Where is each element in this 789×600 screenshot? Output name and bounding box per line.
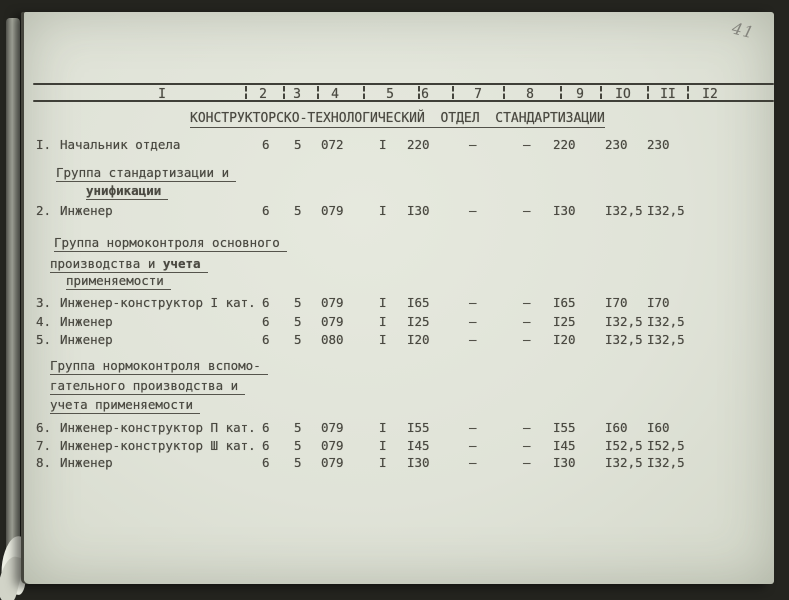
group-heading-text: гательного производства и bbox=[50, 378, 239, 393]
table-cell: 220 bbox=[553, 137, 576, 152]
table-cell: 5 bbox=[294, 203, 302, 218]
table-cell: 6 bbox=[262, 332, 270, 347]
table-cell: I65 bbox=[407, 295, 430, 310]
table-row bbox=[24, 295, 774, 311]
row-number: 8. bbox=[36, 455, 52, 470]
table-cell: 6 bbox=[262, 438, 270, 453]
table-cell: 6 bbox=[262, 203, 270, 218]
table-cell: – bbox=[523, 295, 531, 310]
column-separator-tick bbox=[687, 86, 689, 99]
group-heading-text: производства и bbox=[50, 256, 163, 271]
group-heading bbox=[50, 378, 245, 395]
column-separator-tick bbox=[418, 86, 420, 99]
table-cell: I32,5 bbox=[647, 203, 685, 218]
row-number: 2. bbox=[36, 203, 52, 218]
table-cell: 079 bbox=[321, 203, 344, 218]
table-cell: I bbox=[379, 438, 387, 453]
table-cell: I bbox=[379, 420, 387, 435]
table-cell: – bbox=[523, 438, 531, 453]
group-heading bbox=[50, 397, 200, 414]
column-header: II bbox=[660, 87, 676, 102]
table-cell: I20 bbox=[553, 332, 576, 347]
table-cell: I45 bbox=[407, 438, 430, 453]
group-heading bbox=[50, 256, 208, 273]
table-cell: – bbox=[469, 314, 477, 329]
table-cell: I25 bbox=[407, 314, 430, 329]
table-cell: I60 bbox=[605, 420, 628, 435]
column-header: 2 bbox=[259, 87, 267, 102]
table-cell: 079 bbox=[321, 295, 344, 310]
table-cell: I60 bbox=[647, 420, 670, 435]
table-row bbox=[24, 420, 774, 436]
column-header: 6 bbox=[421, 87, 429, 102]
table-title: КОНСТРУКТОРСКО-ТЕХНОЛОГИЧЕСКИЙ ОТДЕЛ СТАНДАРТИЗАЦИИ bbox=[190, 111, 605, 126]
group-heading bbox=[50, 358, 268, 375]
table-cell: I52,5 bbox=[605, 438, 643, 453]
position-title: Инженер-конструктор I кат. bbox=[60, 295, 256, 310]
table-cell: I bbox=[379, 295, 387, 310]
table-cell: – bbox=[523, 137, 531, 152]
table-cell: I32,5 bbox=[605, 203, 643, 218]
table-cell: – bbox=[523, 203, 531, 218]
column-separator-tick bbox=[600, 86, 602, 99]
table-cell: – bbox=[523, 332, 531, 347]
table-cell: 080 bbox=[321, 332, 344, 347]
column-separator-tick bbox=[283, 86, 285, 99]
column-separator-tick bbox=[503, 86, 505, 99]
column-header: 8 bbox=[526, 87, 534, 102]
handwritten-page-number: 41 bbox=[730, 18, 757, 43]
table-cell: – bbox=[469, 137, 477, 152]
table-cell: – bbox=[523, 420, 531, 435]
group-heading-text: Группа нормоконтроля основного bbox=[54, 235, 280, 250]
table-cell: 6 bbox=[262, 314, 270, 329]
table-cell: I30 bbox=[407, 203, 430, 218]
table-cell: – bbox=[469, 438, 477, 453]
table-cell: 5 bbox=[294, 314, 302, 329]
table-cell: I45 bbox=[553, 438, 576, 453]
table-cell: 230 bbox=[605, 137, 628, 152]
group-heading bbox=[86, 183, 168, 200]
table-cell: I52,5 bbox=[647, 438, 685, 453]
table-cell: 230 bbox=[647, 137, 670, 152]
table-cell: I30 bbox=[407, 455, 430, 470]
table-cell: I32,5 bbox=[605, 332, 643, 347]
table-cell: 6 bbox=[262, 420, 270, 435]
table-cell: 220 bbox=[407, 137, 430, 152]
table-row bbox=[24, 203, 774, 219]
table-row bbox=[24, 438, 774, 454]
row-number: I. bbox=[36, 137, 52, 152]
table-cell: I bbox=[379, 332, 387, 347]
group-heading-text: применяемости bbox=[66, 273, 164, 288]
table-cell: 5 bbox=[294, 420, 302, 435]
table-cell: I32,5 bbox=[647, 314, 685, 329]
position-title: Инженер bbox=[60, 455, 113, 470]
table-row bbox=[24, 314, 774, 330]
table-cell: I70 bbox=[647, 295, 670, 310]
group-heading-text: Группа стандартизации и bbox=[56, 165, 230, 180]
column-header: I2 bbox=[702, 87, 718, 102]
table-cell: – bbox=[469, 295, 477, 310]
group-heading bbox=[56, 165, 236, 182]
column-separator-tick bbox=[560, 86, 562, 99]
column-header: 5 bbox=[386, 87, 394, 102]
table-row bbox=[24, 455, 774, 471]
table-cell: 5 bbox=[294, 438, 302, 453]
table-cell: I32,5 bbox=[605, 314, 643, 329]
table-cell: – bbox=[469, 420, 477, 435]
row-number: 4. bbox=[36, 314, 52, 329]
position-title: Инженер bbox=[60, 314, 113, 329]
table-cell: I bbox=[379, 137, 387, 152]
table-cell: I32,5 bbox=[605, 455, 643, 470]
table-row bbox=[24, 332, 774, 348]
book-page-edge bbox=[6, 18, 20, 574]
table-cell: – bbox=[523, 455, 531, 470]
column-header: 4 bbox=[331, 87, 339, 102]
position-title: Инженер-конструктор П кат. bbox=[60, 420, 256, 435]
table-cell: 6 bbox=[262, 455, 270, 470]
table-cell: I bbox=[379, 314, 387, 329]
table-cell: 5 bbox=[294, 137, 302, 152]
table-cell: 6 bbox=[262, 137, 270, 152]
column-header: 9 bbox=[576, 87, 584, 102]
table-cell: I55 bbox=[407, 420, 430, 435]
group-heading bbox=[66, 273, 171, 290]
column-header: I bbox=[158, 87, 166, 102]
row-number: 6. bbox=[36, 420, 52, 435]
table-cell: 079 bbox=[321, 455, 344, 470]
table-cell: I55 bbox=[553, 420, 576, 435]
group-heading-text: унификации bbox=[86, 183, 162, 198]
table-cell: I30 bbox=[553, 455, 576, 470]
table-cell: I bbox=[379, 203, 387, 218]
column-separator-tick bbox=[452, 86, 454, 99]
table-cell: 072 bbox=[321, 137, 344, 152]
column-header: IO bbox=[615, 87, 631, 102]
group-heading bbox=[54, 235, 287, 252]
table-cell: 5 bbox=[294, 295, 302, 310]
column-header: 3 bbox=[293, 87, 301, 102]
table-cell: 079 bbox=[321, 420, 344, 435]
table-cell: 079 bbox=[321, 438, 344, 453]
column-separator-tick bbox=[363, 86, 365, 99]
table-cell: I25 bbox=[553, 314, 576, 329]
document-page bbox=[24, 12, 774, 584]
table-cell: I20 bbox=[407, 332, 430, 347]
table-cell: I65 bbox=[553, 295, 576, 310]
group-heading-text-bold: учета bbox=[162, 256, 201, 271]
position-title: Начальник отдела bbox=[60, 137, 181, 152]
row-number: 7. bbox=[36, 438, 52, 453]
position-title: Инженер bbox=[60, 203, 113, 218]
table-row bbox=[24, 137, 774, 153]
table-cell: I32,5 bbox=[647, 332, 685, 347]
position-title: Инженер bbox=[60, 332, 113, 347]
table-cell: I bbox=[379, 455, 387, 470]
table-cell: 6 bbox=[262, 295, 270, 310]
table-cell: 5 bbox=[294, 332, 302, 347]
table-header-rule-top bbox=[33, 83, 774, 85]
table-cell: 079 bbox=[321, 314, 344, 329]
column-header: 7 bbox=[474, 87, 482, 102]
table-cell: – bbox=[469, 203, 477, 218]
table-cell: – bbox=[469, 332, 477, 347]
table-cell: I30 bbox=[553, 203, 576, 218]
position-title: Инженер-конструктор Ш кат. bbox=[60, 438, 256, 453]
table-cell: I70 bbox=[605, 295, 628, 310]
column-separator-tick bbox=[647, 86, 649, 99]
table-cell: – bbox=[523, 314, 531, 329]
table-cell: – bbox=[469, 455, 477, 470]
row-number: 5. bbox=[36, 332, 52, 347]
table-cell: 5 bbox=[294, 455, 302, 470]
row-number: 3. bbox=[36, 295, 52, 310]
group-heading-text: учета применяемости bbox=[50, 397, 193, 412]
table-cell: I32,5 bbox=[647, 455, 685, 470]
column-separator-tick bbox=[317, 86, 319, 99]
group-heading-text: Группа нормоконтроля вспомо- bbox=[50, 358, 261, 373]
column-separator-tick bbox=[245, 86, 247, 99]
